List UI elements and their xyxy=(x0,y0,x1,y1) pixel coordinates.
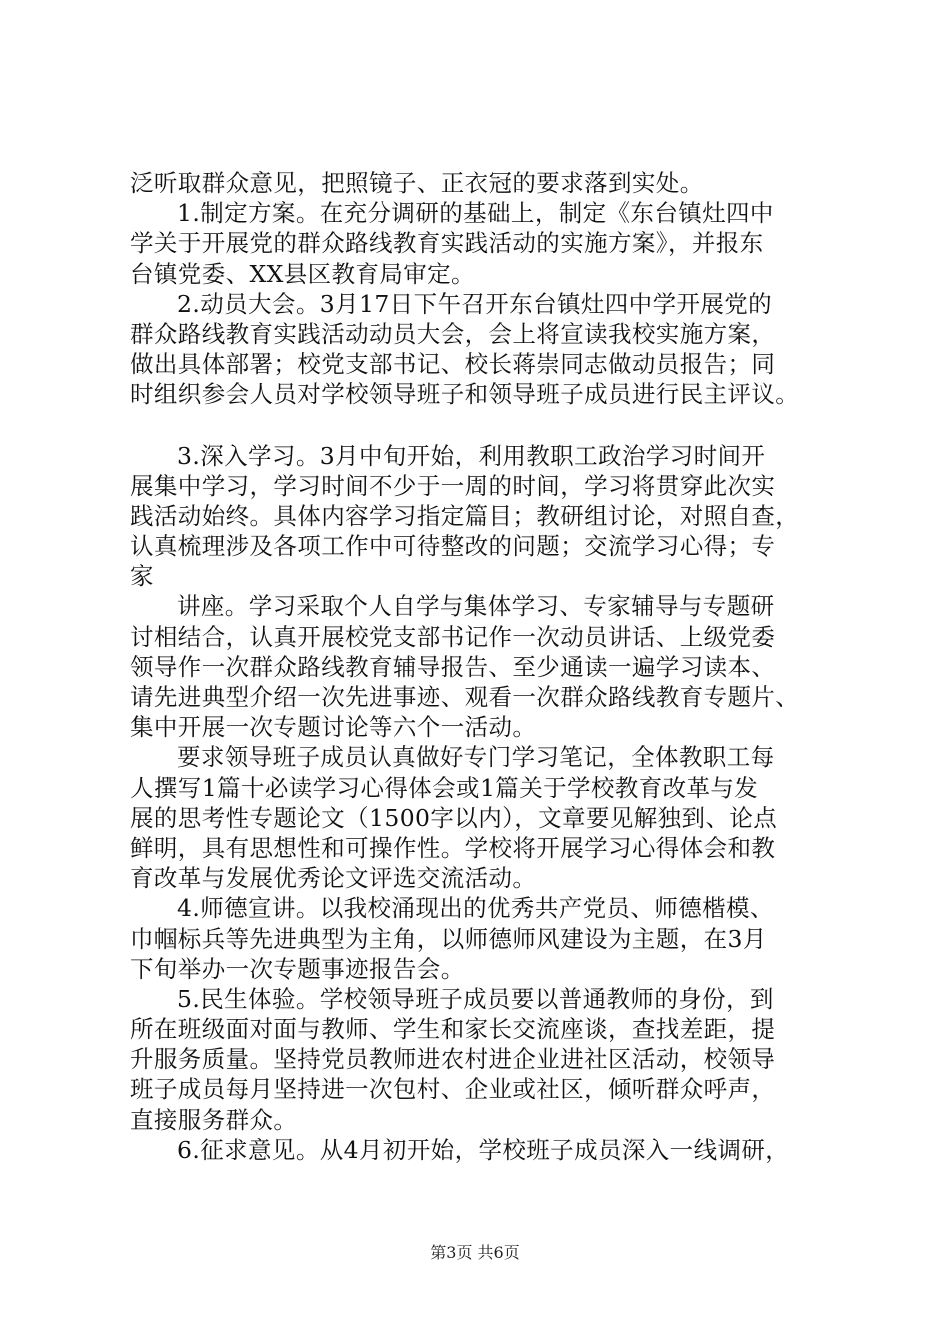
text-line: 集中开展一次专题讨论等六个一活动。 xyxy=(130,713,537,742)
text-line: 4.师德宣讲。以我校涌现出的优秀共产党员、师德楷模、 xyxy=(177,894,774,923)
page-number-footer: 第3页 共6页 xyxy=(430,1243,520,1262)
paragraph-gap xyxy=(130,410,845,441)
text-line: 6.征求意见。从4月初开始，学校班子成员深入一线调研， xyxy=(177,1135,790,1164)
text-line: 5.民生体验。学校领导班子成员要以普通教师的身份，到 xyxy=(177,984,774,1013)
text-line: 展集中学习，学习时间不少于一周的时间，学习将贯穿此次实 xyxy=(130,471,776,500)
text-line: 所在班级面对面与教师、学生和家长交流座谈，查找差距，提 xyxy=(130,1015,776,1044)
text-line: 升服务质量。坚持党员教师进农村进企业进社区活动，校领导 xyxy=(130,1045,776,1074)
text-line: 群众路线教育实践活动动员大会，会上将宣读我校实施方案， xyxy=(130,319,776,348)
text-line: 做出具体部署；校党支部书记、校长蒋崇同志做动员报告；同 xyxy=(130,350,776,379)
text-line: 展的思考性专题论文（1500字以内），文章要见解独到、论点 xyxy=(130,803,778,832)
text-line: 讲座。学习采取个人自学与集体学习、专家辅导与专题研 xyxy=(177,592,775,621)
text-line: 家 xyxy=(130,562,154,591)
text-line: 育改革与发展优秀论文评选交流活动。 xyxy=(130,864,537,893)
text-line: 学关于开展党的群众路线教育实践活动的实施方案》，并报东 xyxy=(130,229,764,258)
text-line: 泛听取群众意见，把照镜子、正衣冠的要求落到实处。 xyxy=(130,169,704,197)
text-line: 时组织参会人员对学校领导班子和领导班子成员进行民主评议。 xyxy=(130,380,800,409)
text-line: 鲜明，具有思想性和可操作性。学校将开展学习心得体会和教 xyxy=(130,833,776,862)
text-line: 认真梳理涉及各项工作中可待整改的问题；交流学习心得；专 xyxy=(130,532,776,561)
text-line: 请先进典型介绍一次先进事迹、观看一次群众路线教育专题片、 xyxy=(130,683,800,711)
text-line: 班子成员每月坚持进一次包村、企业或社区，倾听群众呼声， xyxy=(130,1075,776,1104)
text-line: 领导作一次群众路线教育辅导报告、至少通读一遍学习读本、 xyxy=(130,652,776,681)
text-line: 践活动始终。具体内容学习指定篇目；教研组讨论，对照自查， xyxy=(130,501,800,530)
text-line: 讨相结合，认真开展校党支部书记作一次动员讲话、上级党委 xyxy=(130,622,776,651)
text-line: 1.制定方案。在充分调研的基础上，制定《东台镇灶四中 xyxy=(177,199,774,228)
text-line: 要求领导班子成员认真做好专门学习笔记，全体教职工每 xyxy=(177,743,775,772)
document-body xyxy=(130,168,845,1165)
text-line: 2.动员大会。3月17日下午召开东台镇灶四中学开展党的 xyxy=(177,289,773,318)
text-line: 巾帼标兵等先进典型为主角，以师德师风建设为主题，在3月 xyxy=(130,924,767,953)
text-line: 人撰写1篇十必读学习心得体会或1篇关于学校教育改革与发 xyxy=(130,773,759,802)
text-line: 直接服务群众。 xyxy=(130,1105,298,1134)
text-line: 3.深入学习。3月中旬开始，利用教职工政治学习时间开 xyxy=(177,441,766,470)
text-line: 下旬举办一次专题事迹报告会。 xyxy=(130,954,465,983)
text-line: 台镇党委、XX县区教育局审定。 xyxy=(130,259,475,288)
